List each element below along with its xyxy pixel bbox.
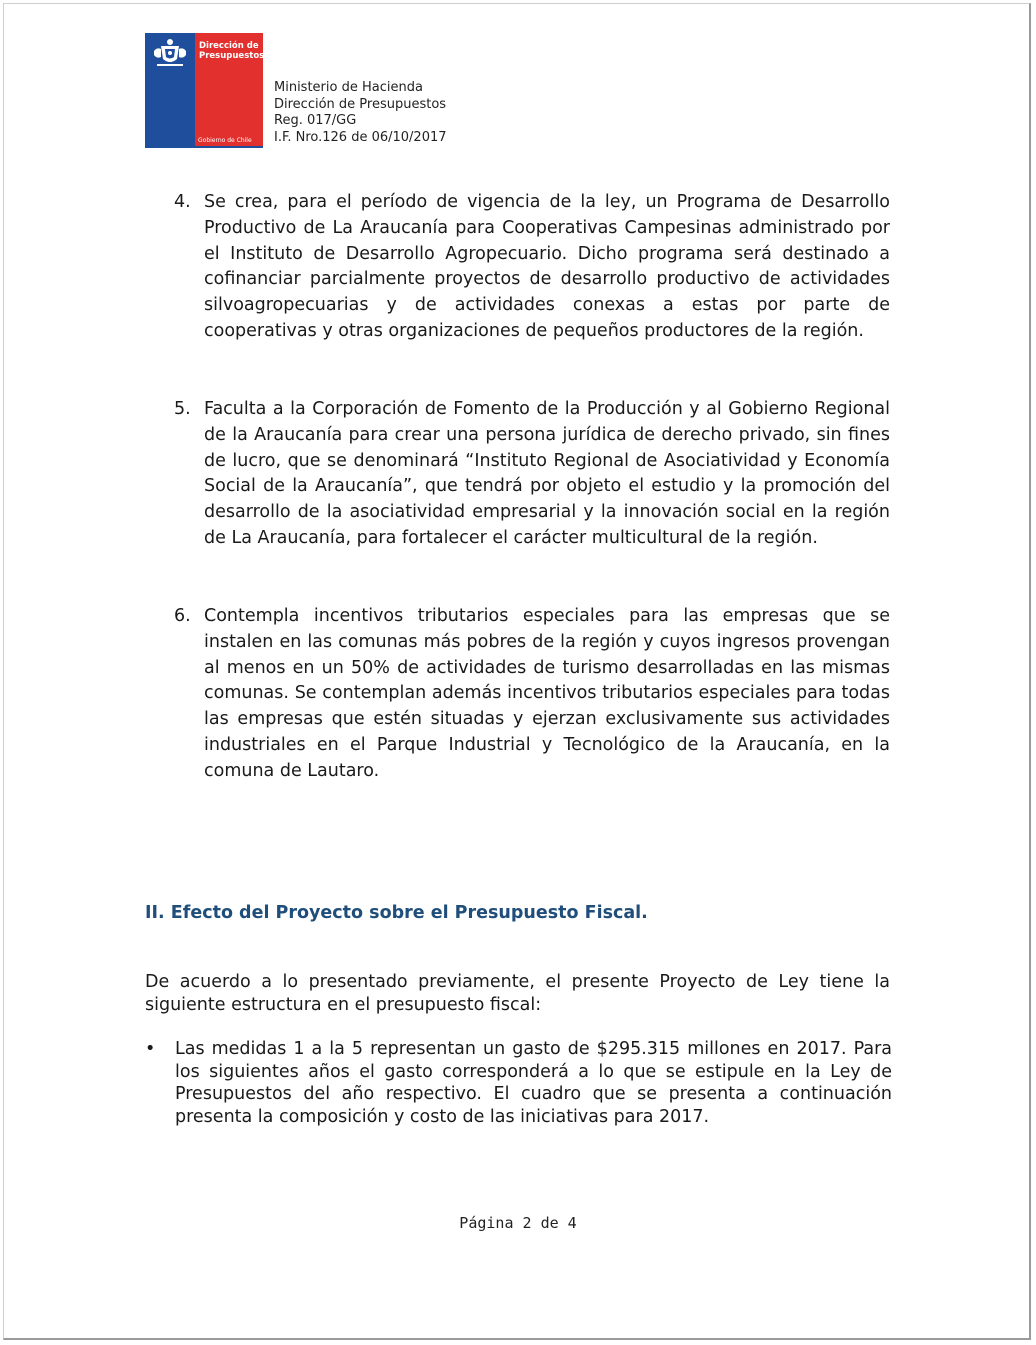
page-number: Página 2 de 4 — [459, 1214, 577, 1232]
logo-blue-panel — [145, 33, 195, 148]
header-registry: Reg. 017/GG — [274, 113, 357, 128]
section-heading: II. Efecto del Proyecto sobre el Presupuesto Fiscal. — [145, 903, 648, 923]
list-item — [174, 604, 890, 785]
document-header — [274, 80, 447, 146]
list-item-text: Faculta a la Corporación de Fomento de la Producción y al Gobierno Regional de la Araucanía para crear una persona jurídica de derecho privado, sin fines de lucro, que se denominará “Instituto Regional de Asociatividad y Economía Social de la Araucanía”, que tendrá por objeto el estudio y la promoción del desarrollo de la asociatividad empresarial y la innovación social en la región de La Araucanía, para fortalecer el carácter multicultural de la región. — [204, 399, 890, 548]
logo-name — [199, 41, 263, 61]
logo-bottom-bar — [195, 146, 263, 148]
header-ministry: Ministerio de Hacienda — [274, 80, 423, 95]
dipres-logo — [145, 33, 263, 148]
bullet-item — [145, 1038, 892, 1128]
header-directorate: Dirección de Presupuestos — [274, 96, 447, 112]
section-intro: De acuerdo a lo presentado previamente, el presente Proyecto de Ley tiene la siguiente estructura en el presupuesto fiscal: — [145, 972, 890, 1015]
header-report-number: I.F. Nro.126 de 06/10/2017 — [274, 129, 447, 145]
bullet-text: Las medidas 1 a la 5 representan un gasto de $295.315 millones en 2017. Para los siguientes años el gasto corresponderá a lo que se estipule en la Ley de Presupuestos del año respectivo. El cuadro que se presenta a continuación presenta la composición y costo de las iniciativas para 2017. — [175, 1039, 892, 1127]
list-item — [174, 190, 890, 345]
list-item-number: 5. — [174, 399, 191, 419]
logo-red-panel — [195, 33, 263, 148]
list-item-text: Contempla incentivos tributarios especiales para las empresas que se instalen en las comunas más pobres de la región y cuyos ingresos provengan al menos en un 50% de actividades de turismo desarrolladas en las mismas comunas. Se contemplan además incentivos tributarios especiales para todas las empresas que estén situadas y ejerzan exclusivamente sus actividades industriales en el Parque Industrial y Tecnológico de la Araucanía, en la comuna de Lautaro. — [204, 606, 890, 781]
bullet-icon: • — [145, 1039, 156, 1059]
list-item-number: 4. — [174, 192, 191, 212]
list-item — [174, 397, 890, 552]
list-item-text: Se crea, para el período de vigencia de la ley, un Programa de Desarrollo Productivo de La Araucanía para Cooperativas Campesinas administrado por el Instituto de Desarrollo Agropecuario. Dicho programa será destinado a cofinanciar parcialmente proyectos de desarrollo productivo de actividades silvoagropecuarias y de actividades conexas a estas por parte de cooperativas y otras organizaciones de pequeños productores de la región. — [204, 192, 890, 341]
logo-name-line1: Dirección de — [199, 41, 259, 51]
logo-government: Gobierno de Chile — [198, 137, 252, 144]
list-item-number: 6. — [174, 606, 191, 626]
logo-name-line2: Presupuestos — [199, 51, 265, 61]
coat-of-arms-icon — [151, 37, 189, 69]
